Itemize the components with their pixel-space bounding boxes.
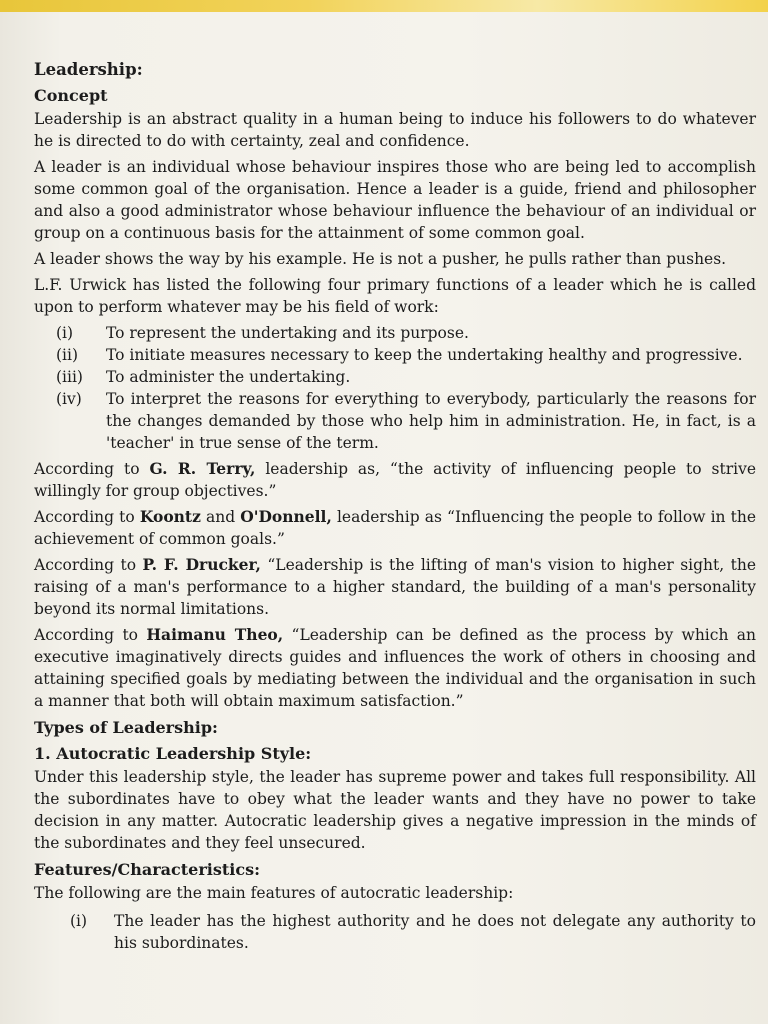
list-item [56,344,756,366]
types-heading: Types of Leadership: [34,718,218,737]
list-item-number: (iv) [56,390,82,408]
quote-terry [34,458,756,502]
quote-prefix: According to [34,556,143,574]
quote-text: leadership as, “the activity of influencing people to strive willingly for group objectives.” [34,460,756,500]
author-name: Koontz [139,507,201,526]
paragraph-leader-example: A leader shows the way by his example. He is not a pusher, he pulls rather than pushes. [34,250,727,268]
quote-prefix: According to [34,626,147,644]
quote-prefix: According to [34,460,150,478]
quote-koontz [34,506,756,550]
top-edge-band [0,0,768,12]
list-item [56,366,756,388]
author-name: P. F. Drucker, [142,555,261,574]
paragraph-urwick: L.F. Urwick has listed the following four primary functions of a leader which he is called upon to perform whatever may be his field of work: [34,276,756,316]
quote-text: “Leadership is the lifting of man's vision to higher sight, the raising of a man's performance to a higher standard, the building of a man's personality beyond its normal limitations. [34,556,756,618]
author-name: Haimanu Theo, [146,625,284,644]
list-item-text: To represent the undertaking and its purpose. [106,324,469,342]
list-item-text: To interpret the reasons for everything to everybody, particularly the reasons for the changes demanded by those who help him in administration. He, in fact, is a 'teacher' in true sense of the term. [106,390,756,452]
features-heading: Features/Characteristics: [34,860,260,879]
list-item [56,388,756,454]
quote-text: “Leadership can be defined as the process by which an executive imaginatively directs guides and influences the work of others in choosing and attaining specified goals by mediating between the individual and the organisation in such a manner that both will obtain maximum satisfaction.” [34,626,757,710]
quote-prefix: According to [34,508,140,526]
list-item-number: (ii) [56,346,79,364]
section-heading: Leadership: [34,60,143,79]
document-body [34,58,756,954]
paragraph-autocratic: Under this leadership style, the leader has supreme power and takes full responsibility. All the subordinates have to obey what the leader wants and they have no power to take decision in any matter. Autocratic leadership gives a negative impression in the minds of the subordinates and they feel unsecured. [34,768,756,852]
features-intro: The following are the main features of autocratic leadership: [34,884,514,902]
paragraph-leader-individual: A leader is an individual whose behaviour inspires those who are being led to accomplish some common goal of the organisation. Hence a leader is a guide, friend and philosopher and also a good administrator whose behaviour influence the behaviour of an individual or group on a continuous basis for the attainment of some common goal. [34,158,756,242]
list-item-text: To administer the undertaking. [106,368,351,386]
quote-text: leadership as “Influencing the people to follow in the achievement of common goals.” [34,508,756,548]
author-name: O'Donnell, [240,507,332,526]
author-name: G. R. Terry, [149,459,256,478]
quote-conjunction: and [200,508,241,526]
functions-list [56,322,756,454]
list-item-number: (i) [70,912,88,930]
quote-drucker [34,554,756,620]
list-item-number: (i) [56,324,74,342]
concept-subheading: Concept [34,86,108,105]
list-item-text: To initiate measures necessary to keep the undertaking healthy and progressive. [106,346,743,364]
features-list [70,910,756,954]
list-item [56,322,756,344]
autocratic-heading: 1. Autocratic Leadership Style: [34,744,312,763]
list-item-text: The leader has the highest authority and he does not delegate any authority to his subordinates. [114,912,756,952]
quote-theo [34,624,756,712]
paragraph-definition: Leadership is an abstract quality in a human being to induce his followers to do whatever he is directed to do with certainty, zeal and confidence. [34,110,756,150]
list-item-number: (iii) [56,368,83,386]
list-item [70,910,756,954]
